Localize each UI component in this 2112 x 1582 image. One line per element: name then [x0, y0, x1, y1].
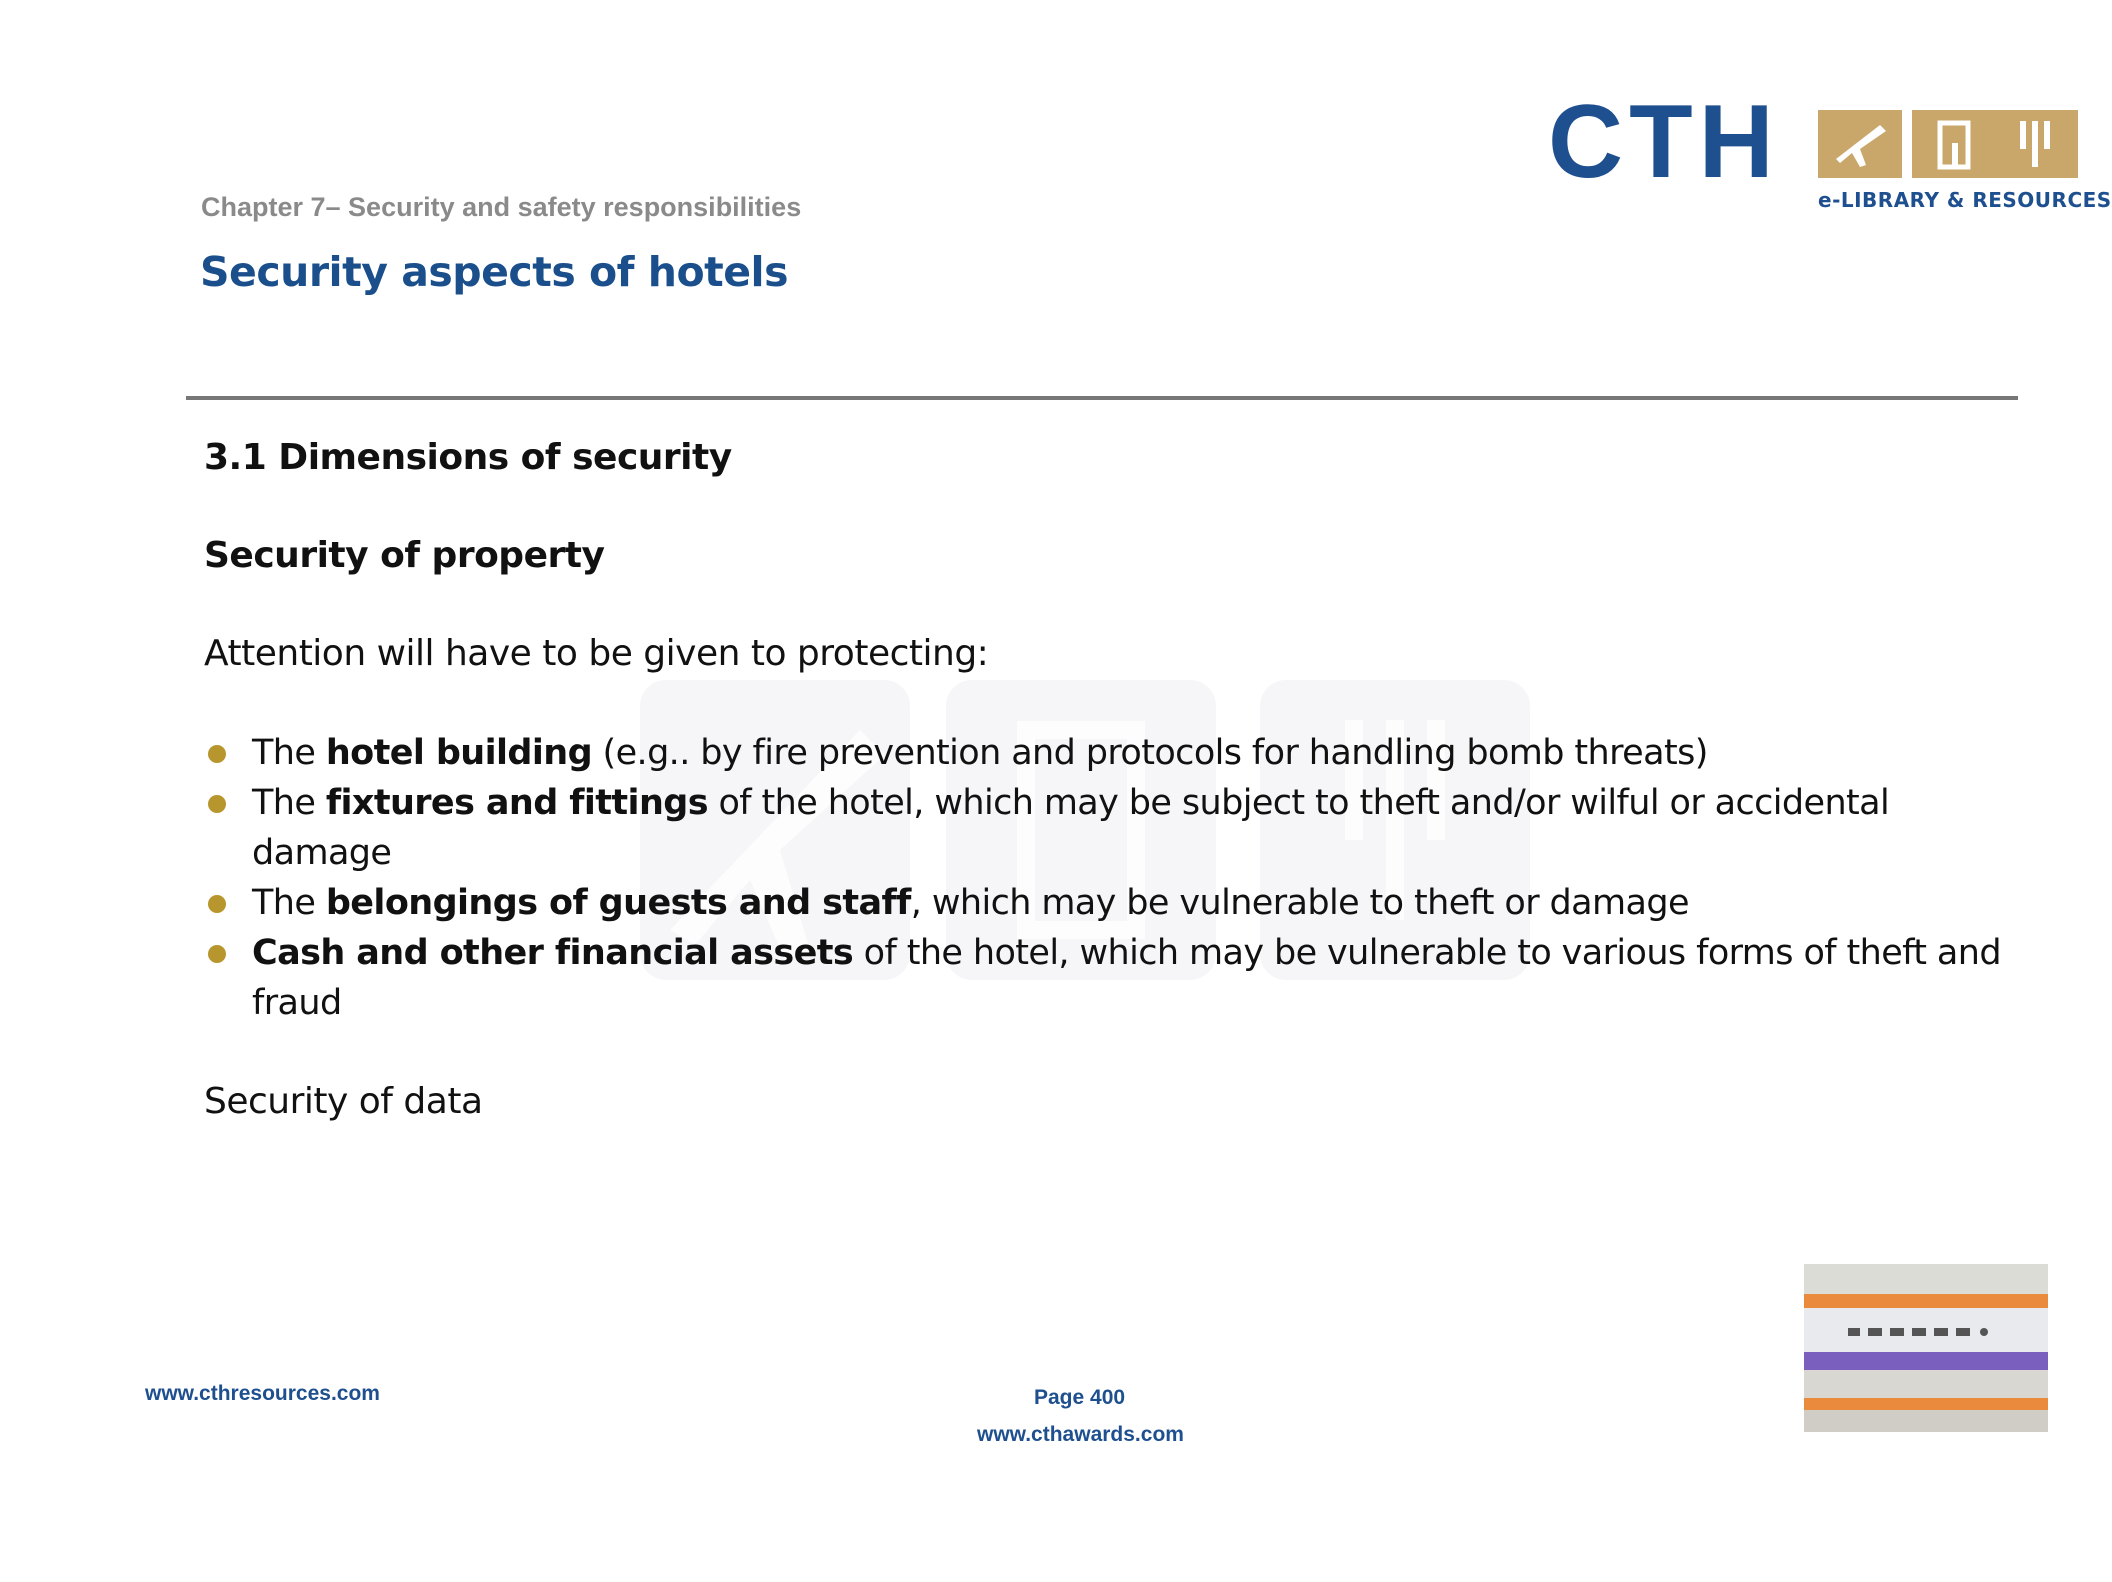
- footer-left-link[interactable]: www.cthresources.com: [145, 1382, 380, 1405]
- bullet-text-post: (e.g.. by fire prevention and protocols for handling bomb threats): [592, 733, 1708, 773]
- page-title: Security aspects of hotels: [200, 248, 789, 296]
- logo-subtitle: e-LIBRARY & RESOURCES: [1818, 188, 2112, 212]
- list-item: [204, 878, 2014, 928]
- list-item: [204, 778, 2014, 878]
- bullet-list: [204, 728, 2014, 1028]
- bullet-text-pre: The: [252, 783, 326, 823]
- bullet-text-bold: belongings of guests and staff: [325, 883, 911, 923]
- document-body: [204, 432, 2014, 1128]
- cth-logo: [1548, 84, 2112, 220]
- intro-paragraph: Attention will have to be given to protecting:: [204, 633, 989, 674]
- list-item: [204, 928, 2014, 1028]
- bullet-text-post: , which may be vulnerable to theft or damage: [910, 883, 1689, 923]
- bullet-icon: [208, 895, 226, 913]
- bullet-text-bold: hotel building: [325, 733, 593, 773]
- logo-wordmark: CTH: [1548, 84, 1780, 200]
- section-heading: 3.1 Dimensions of security: [204, 437, 732, 478]
- closing-paragraph: Security of data: [204, 1081, 483, 1122]
- list-item: [204, 728, 2014, 778]
- bullet-text-bold: Cash and other financial assets: [252, 933, 854, 973]
- sub-heading: Security of property: [204, 535, 605, 576]
- chapter-label: Chapter 7– Security and safety responsibilities: [201, 192, 802, 222]
- bullet-text-pre: The: [252, 733, 326, 773]
- hotel-icon: [1912, 110, 1996, 178]
- bullet-text-post: of the hotel, which may be vulnerable to various forms of theft and fraud: [252, 933, 2001, 1023]
- bullet-icon: [208, 945, 226, 963]
- fork-icon: [1994, 110, 2078, 178]
- bullet-icon: [208, 795, 226, 813]
- header-divider: [186, 396, 2018, 400]
- airplane-icon: [1818, 110, 1902, 178]
- bullet-text-bold: fixtures and fittings: [325, 783, 708, 823]
- page-number: Page 400: [1034, 1386, 1126, 1409]
- books-stack-image: [1804, 1264, 2048, 1432]
- bullet-icon: [208, 745, 226, 763]
- bullet-text-post: of the hotel, which may be subject to theft and/or wilful or accidental damage: [252, 783, 1890, 873]
- footer-center-link[interactable]: www.cthawards.com: [977, 1423, 1184, 1446]
- bullet-text-pre: The: [252, 883, 326, 923]
